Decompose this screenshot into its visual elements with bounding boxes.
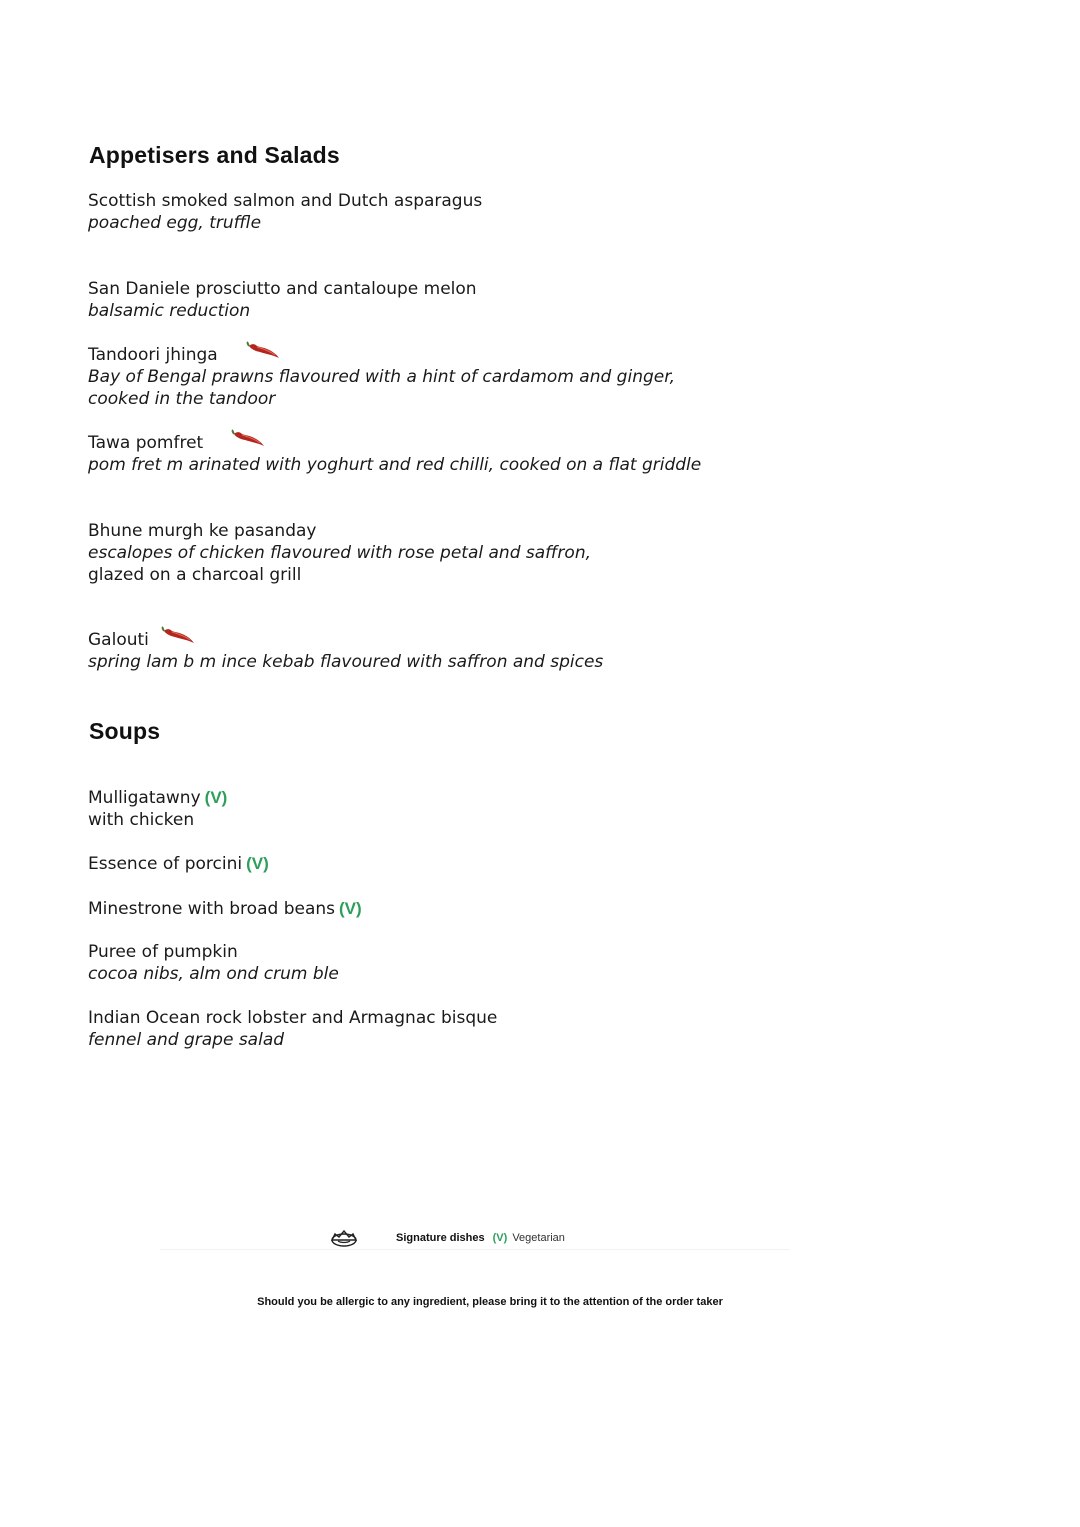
dish-item <box>88 432 888 476</box>
dish-name: Mulligatawny <box>88 788 201 808</box>
chilli-icon <box>246 341 282 363</box>
dish-name: Essence of porcini <box>88 854 243 874</box>
dish-name: Tawa pomfret <box>88 433 204 453</box>
dish-description: cocoa nibs, alm ond crum ble <box>88 964 339 984</box>
dish-description: cooked in the tandoor <box>88 389 276 409</box>
dish-name: Indian Ocean rock lobster and Armagnac bisque <box>88 1008 498 1028</box>
vegetarian-badge: (V) <box>339 899 362 918</box>
dish-name-row <box>88 432 888 454</box>
section-title-appetisers: Appetisers and Salads <box>89 142 340 168</box>
vegetarian-badge: (V) <box>204 788 228 807</box>
dish-description: spring lam b m ince kebab flavoured with saffron and spices <box>88 652 604 672</box>
dish-item <box>88 629 888 673</box>
dish-name: Scottish smoked salmon and Dutch asparagus <box>88 191 483 211</box>
signature-label: Signature dishes <box>396 1232 485 1244</box>
dish-name-row <box>88 787 888 809</box>
section-title-soups: Soups <box>89 718 161 744</box>
dish-name-row <box>88 344 888 366</box>
dish-description: Bay of Bengal prawns flavoured with a hint of cardamom and ginger, <box>88 367 676 387</box>
dish-item <box>88 344 888 410</box>
dish-description: balsamic reduction <box>88 301 251 321</box>
dish-item <box>88 787 888 831</box>
dish-description: glazed on a charcoal grill <box>88 565 302 585</box>
dish-name: San Daniele prosciutto and cantaloupe melon <box>88 279 477 299</box>
vegetarian-key: (V) <box>492 1232 508 1244</box>
dish-description: poached egg, truffle <box>88 213 262 233</box>
dish-description: pom fret m arinated with yoghurt and red chilli, cooked on a flat griddle <box>88 455 702 475</box>
dish-name: Bhune murgh ke pasanday <box>88 521 317 541</box>
dish-item <box>88 190 888 234</box>
dish-name: Puree of pumpkin <box>88 942 238 962</box>
dish-description: with chicken <box>88 810 195 830</box>
dish-item <box>88 520 888 586</box>
chilli-icon <box>161 626 197 648</box>
vegetarian-badge: (V) <box>246 854 269 873</box>
divider <box>160 1249 790 1250</box>
dish-item <box>88 278 888 322</box>
menu-legend <box>330 1227 565 1249</box>
dish-name: Tandoori jhinga <box>88 345 218 365</box>
dish-name: Galouti <box>88 630 149 650</box>
dish-name: Minestrone with broad beans <box>88 899 335 919</box>
signature-dish-icon <box>330 1228 358 1248</box>
dish-item <box>88 898 888 920</box>
dish-name-row <box>88 629 888 651</box>
dish-description: escalopes of chicken flavoured with rose petal and saffron, <box>88 543 591 563</box>
dish-name-row <box>88 898 888 920</box>
dish-description: fennel and grape salad <box>88 1030 285 1050</box>
allergy-note: Should you be allergic to any ingredient, please bring it to the attention of the order taker <box>257 1296 723 1308</box>
dish-name-row <box>88 853 888 875</box>
chilli-icon <box>231 429 267 451</box>
dish-item <box>88 1007 888 1051</box>
vegetarian-label: Vegetarian <box>512 1232 565 1244</box>
dish-item <box>88 941 888 985</box>
dish-item <box>88 853 888 875</box>
